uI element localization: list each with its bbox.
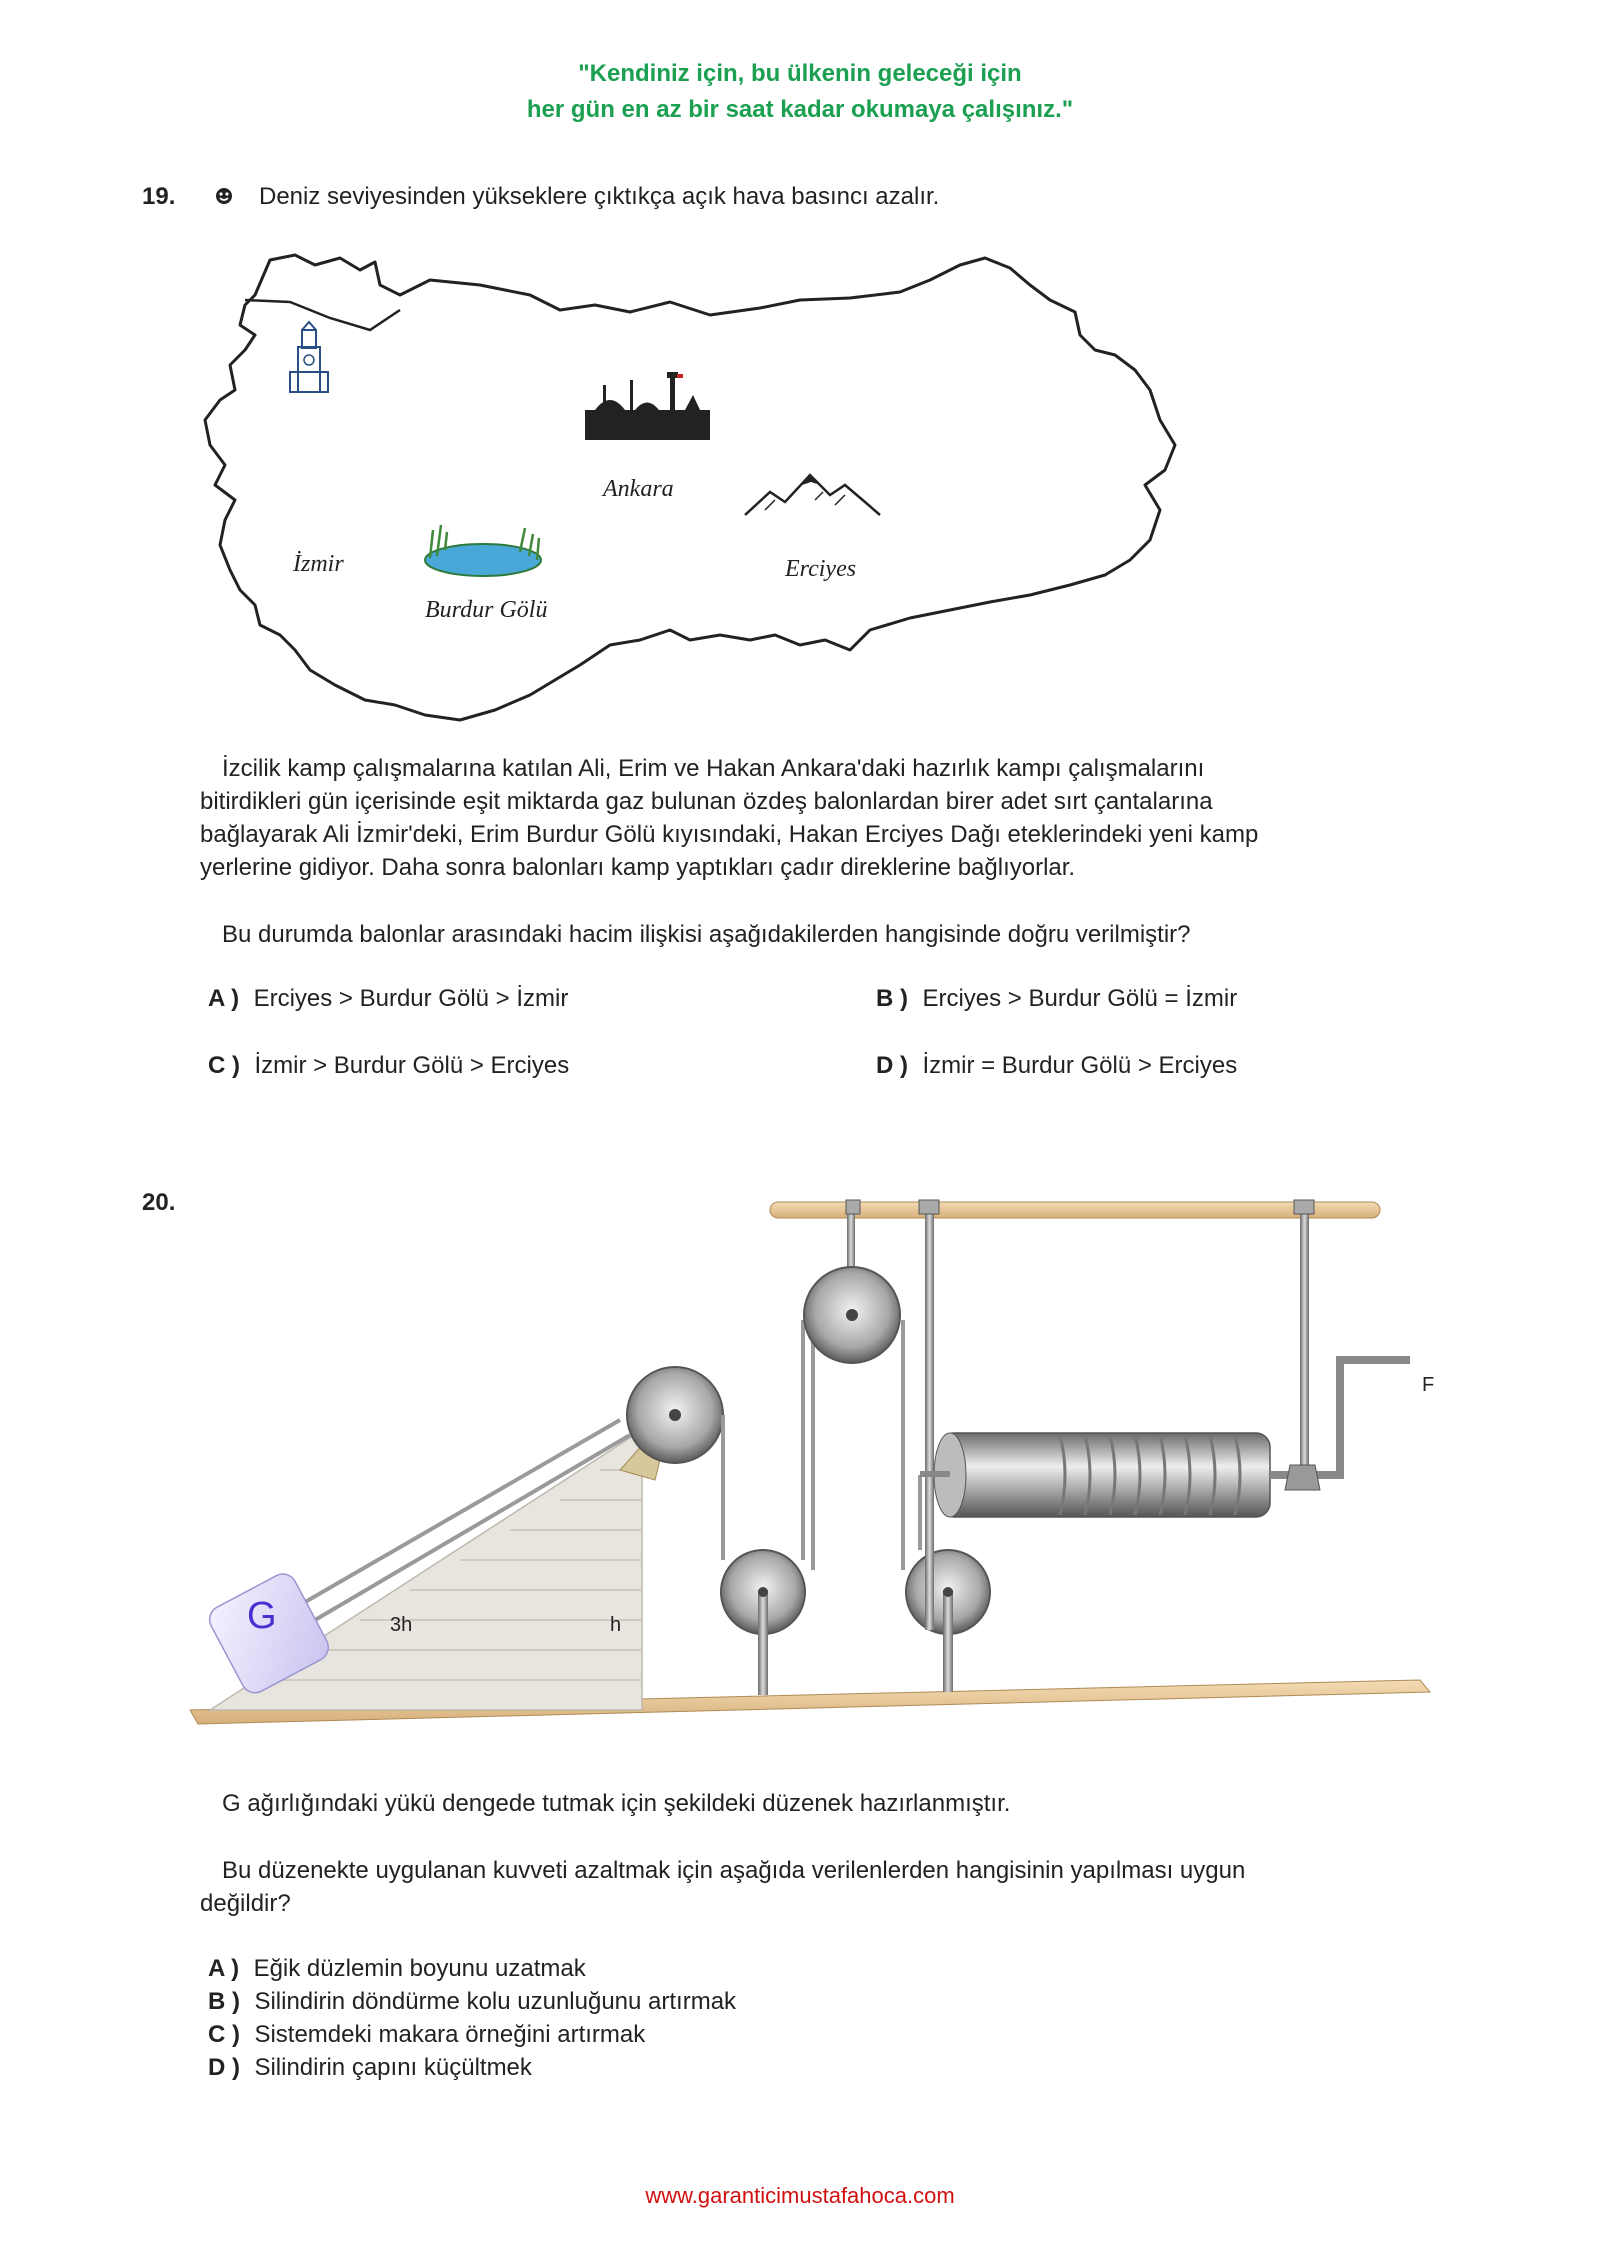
- q19-option-a[interactable]: [208, 985, 568, 1013]
- header-quote-line2: her gün en az bir saat kadar okumaya çalışınız.": [526, 96, 1074, 123]
- izmir-clock-tower-icon: [290, 322, 328, 392]
- option-letter: C ): [208, 2021, 240, 2048]
- question-19-number: 19.: [142, 183, 176, 210]
- option-letter: D ): [208, 2054, 240, 2081]
- option-letter: B ): [208, 1988, 240, 2015]
- pulley-mechanism-figure: [180, 1190, 1460, 1750]
- smiley-icon: [214, 186, 234, 206]
- incline-height-label: h: [610, 1614, 622, 1636]
- option-text: Silindirin çapını küçültmek: [254, 2054, 532, 2081]
- top-wooden-beam: [770, 1202, 1380, 1218]
- question-20-number: 20.: [142, 1189, 176, 1216]
- option-letter: D ): [876, 1052, 908, 1079]
- q20-question-line1: Bu düzenekte uygulanan kuvveti azaltmak için aşağıda verilenlerden hangisinin yapılması uygun: [222, 1857, 1246, 1884]
- load-label: G: [247, 1595, 277, 1637]
- q19-paragraph-line2: bitirdikleri gün içerisinde eşit miktarda gaz bulunan özdeş balonlardan birer adet sırt çantalarına: [200, 788, 1213, 815]
- option-letter: B ): [876, 985, 908, 1012]
- burdur-lake-icon: [425, 525, 541, 576]
- q19-option-b[interactable]: [876, 985, 1237, 1013]
- option-letter: A ): [208, 985, 240, 1012]
- option-text: İzmir = Burdur Gölü > Erciyes: [922, 1052, 1238, 1079]
- q20-option-d[interactable]: [208, 2054, 532, 2082]
- erciyes-mountain-icon: [745, 475, 880, 515]
- map-label-ankara: Ankara: [603, 476, 674, 502]
- q19-option-c[interactable]: [208, 1052, 569, 1080]
- option-text: İzmir > Burdur Gölü > Erciyes: [254, 1052, 570, 1079]
- map-label-erciyes: Erciyes: [785, 556, 857, 582]
- incline-length-label: 3h: [390, 1614, 413, 1636]
- ankara-skyline-icon: [585, 372, 710, 440]
- footer-url-link[interactable]: www.garanticimustafahoca.com: [645, 2183, 955, 2208]
- map-label-burdur: Burdur Gölü: [425, 597, 548, 623]
- option-letter: A ): [208, 1955, 240, 1982]
- header-quote-line1: "Kendiniz için, bu ülkenin geleceği için: [578, 60, 1022, 87]
- map-label-izmir: İzmir: [293, 551, 344, 577]
- q19-paragraph-line1: İzcilik kamp çalışmalarına katılan Ali, Erim ve Hakan Ankara'daki hazırlık kampı çalışmalarını: [222, 755, 1205, 782]
- q19-paragraph-line4: yerlerine gidiyor. Daha sonra balonları kamp yaptıkları çadır direklerine bağlıyorlar.: [200, 854, 1076, 881]
- turkey-map: [200, 240, 1380, 740]
- q20-statement: G ağırlığındaki yükü dengede tutmak için şekildeki düzenek hazırlanmıştır.: [222, 1790, 1011, 1817]
- q19-option-d[interactable]: [876, 1052, 1237, 1080]
- option-text: Erciyes > Burdur Gölü = İzmir: [922, 985, 1238, 1012]
- option-text: Sistemdeki makara örneğini artırmak: [254, 2021, 646, 2048]
- q20-question-line2: değildir?: [200, 1890, 291, 1917]
- question-19-premise: Deniz seviyesinden yükseklere çıktıkça açık hava basıncı azalır.: [259, 183, 940, 210]
- q19-question: Bu durumda balonlar arasındaki hacim ilişkisi aşağıdakilerden hangisinde doğru verilmiştir?: [222, 921, 1191, 948]
- option-letter: C ): [208, 1052, 240, 1079]
- option-text: Eğik düzlemin boyunu uzatmak: [253, 1955, 586, 1982]
- force-label: F: [1422, 1374, 1435, 1396]
- q19-paragraph-line3: bağlayarak Ali İzmir'deki, Erim Burdur Gölü kıyısındaki, Hakan Erciyes Dağı eteklerindeki yeni kamp: [200, 821, 1259, 848]
- q20-option-b[interactable]: [208, 1988, 736, 2016]
- option-text: Erciyes > Burdur Gölü > İzmir: [253, 985, 569, 1012]
- q20-option-a[interactable]: [208, 1955, 586, 1983]
- q20-option-c[interactable]: [208, 2021, 645, 2049]
- winch-cylinder: [940, 1433, 1270, 1517]
- option-text: Silindirin döndürme kolu uzunluğunu artırmak: [254, 1988, 737, 2015]
